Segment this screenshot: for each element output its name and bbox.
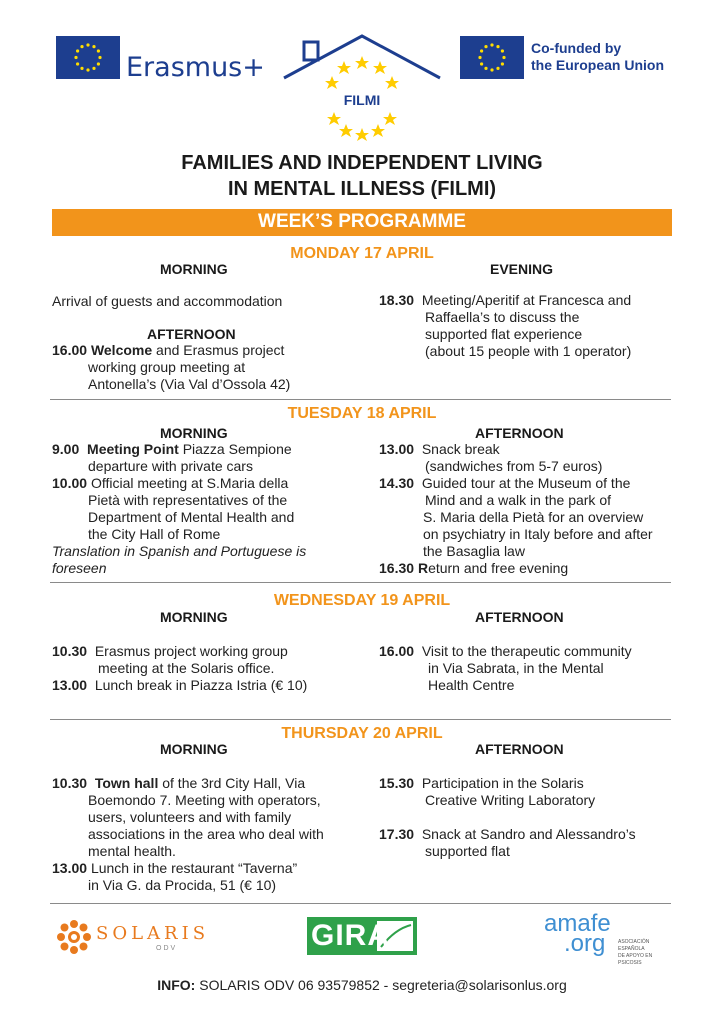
time: 17.30 [379, 826, 415, 842]
evening-l4: (about 15 people with 1 operator) [425, 343, 632, 359]
time: 15.30 [379, 775, 415, 791]
m1-l2: Boemondo 7. Meeting with operators, [88, 792, 321, 808]
tuesday-morning-items [52, 441, 306, 577]
a1-l1: Participation in the Solaris [421, 775, 584, 791]
m2-l3: Department of Mental Health and [88, 509, 295, 525]
time: 14.30 [379, 475, 415, 491]
eu-stars-icon [56, 36, 120, 79]
a1-l1: Snack break [421, 441, 500, 457]
a1-l2: in Via Sabrata, in the Mental [428, 660, 604, 676]
time: 10.00 [52, 475, 88, 491]
amafe-small-l2: DE APOYO EN PSICOSIS [618, 953, 653, 966]
wednesday-afternoon-label: AFTERNOON [475, 609, 564, 625]
time: 16.00 [52, 342, 88, 358]
erasmus-logo-text: Erasmus+ [126, 52, 265, 83]
time: 18.30 [379, 292, 415, 308]
cofunded-label [531, 40, 664, 74]
info-contact: SOLARIS ODV 06 93579852 - segreteria@solarisonlus.org [195, 977, 567, 993]
m2-l4: the City Hall of Rome [88, 526, 221, 542]
divider [50, 719, 671, 720]
amafe-small-text [618, 939, 674, 967]
m1-bold: Meeting Point [87, 441, 179, 457]
wednesday-morning-items [52, 643, 307, 694]
a2-l3: S. Maria della Pietà for an overview [423, 509, 644, 525]
day-tuesday: TUESDAY 18 APRIL [287, 405, 437, 422]
time: 10.30 [52, 643, 88, 659]
solaris-logo [56, 917, 210, 957]
eu-stars-icon [460, 36, 524, 79]
a2-l1: Guided tour at the Museum of the [421, 475, 631, 491]
m2-l2: Pietà with representatives of the [88, 492, 288, 508]
wednesday-afternoon-items [379, 643, 632, 694]
thursday-morning-label: MORNING [160, 741, 228, 757]
evening-l1: Meeting/Aperitif at Francesca and [421, 292, 632, 308]
a3-bold: R [417, 560, 429, 576]
amafe-text-l2: .org [564, 930, 606, 957]
welcome-l3: Antonella’s (Via Val d’Ossola 42) [88, 376, 291, 392]
filmi-logo-text: FILMI [343, 92, 381, 108]
welcome-l2: working group meeting at [88, 359, 246, 375]
m1-l5: mental health. [88, 843, 176, 859]
a2-l5: the Basaglia law [423, 543, 525, 559]
filmi-logo [282, 32, 442, 142]
gira-logo [307, 917, 417, 955]
sun-icon [56, 919, 92, 955]
welcome-rest: and Erasmus project [152, 342, 285, 358]
cofunded-line1: Co-funded by [531, 40, 622, 56]
info-line [0, 977, 724, 993]
title-line2: IN MENTAL ILLNESS (FILMI) [227, 178, 497, 200]
title-line1: FAMILIES AND INDEPENDENT LIVING [181, 152, 543, 174]
tuesday-morning-label: MORNING [160, 425, 228, 441]
solaris-logo-text: SOLARIS [96, 923, 210, 944]
day-monday: MONDAY 17 APRIL [290, 245, 434, 262]
day-wednesday: WEDNESDAY 19 APRIL [273, 592, 451, 609]
m1-l4: associations in the area who deal with [88, 826, 324, 842]
m1-l3: users, volunteers and with family [88, 809, 292, 825]
monday-evening-label: EVENING [490, 261, 554, 277]
divider [50, 903, 671, 904]
page-title [0, 150, 724, 202]
m1-l2: meeting at the Solaris office. [98, 660, 275, 676]
programme-banner: WEEK’S PROGRAMME [52, 209, 672, 236]
time: 13.00 [52, 677, 88, 693]
monday-arrival: Arrival of guests and accommodation [52, 293, 283, 309]
monday-evening-item [379, 292, 631, 360]
tuesday-afternoon-label: AFTERNOON [475, 425, 564, 441]
a1-l2: Creative Writing Laboratory [425, 792, 596, 808]
translation-note-l2: foreseen [52, 560, 107, 576]
day-thursday: THURSDAY 20 APRIL [281, 725, 443, 742]
m1-rest: of the 3rd City Hall, Via [158, 775, 306, 791]
thursday-morning-items [52, 775, 324, 894]
a2-l1: Snack at Sandro and Alessandro’s [421, 826, 636, 842]
m2-l2: in Via G. da Procida, 51 (€ 10) [88, 877, 277, 893]
a2-l4: on psychiatry in Italy before and after [423, 526, 653, 542]
a3-rest: eturn and free evening [428, 560, 569, 576]
thursday-afternoon-items [379, 775, 636, 860]
evening-l2: Raffaella’s to discuss the [425, 309, 580, 325]
tuesday-afternoon-items [379, 441, 653, 577]
amafe-logo [544, 910, 674, 966]
divider [50, 399, 671, 400]
solaris-logo-sub: ODV [156, 945, 178, 952]
a2-l2: Mind and a walk in the park of [425, 492, 611, 508]
eu-flag [460, 36, 524, 79]
time: 16.30 [379, 560, 415, 576]
thursday-afternoon-label: AFTERNOON [475, 741, 564, 757]
info-label: INFO: [157, 977, 196, 993]
cofunded-line2: the European Union [531, 57, 664, 73]
m2-l1: Lunch in the restaurant “Taverna” [90, 860, 298, 876]
translation-note-l1: Translation in Spanish and Portuguese is [52, 543, 307, 559]
time: 16.00 [379, 643, 415, 659]
a1-l2: (sandwiches from 5-7 euros) [425, 458, 603, 474]
time: 13.00 [379, 441, 415, 457]
time: 9.00 [52, 441, 80, 457]
divider [50, 582, 671, 583]
erasmus-eu-flag [56, 36, 120, 79]
a1-l3: Health Centre [428, 677, 515, 693]
m2-l1: Official meeting at S.Maria della [90, 475, 289, 491]
a1-l1: Visit to the therapeutic community [421, 643, 632, 659]
time: 13.00 [52, 860, 88, 876]
time: 10.30 [52, 775, 88, 791]
m1-rest: Piazza Sempione [178, 441, 292, 457]
monday-afternoon-label: AFTERNOON [147, 326, 236, 342]
m1-bold: Town hall [94, 775, 159, 791]
monday-morning-label: MORNING [160, 261, 228, 277]
monday-welcome-item [52, 342, 290, 393]
m1-l2: departure with private cars [88, 458, 253, 474]
wednesday-morning-label: MORNING [160, 609, 228, 625]
evening-l3: supported flat experience [425, 326, 583, 342]
house-star-icon [282, 32, 442, 142]
m2-l1: Lunch break in Piazza Istria (€ 10) [94, 677, 308, 693]
gira-logo-text: GIRA [311, 919, 390, 952]
a2-l2: supported flat [425, 843, 510, 859]
welcome-bold: Welcome [90, 342, 153, 358]
amafe-text-l1: amafe [544, 910, 611, 937]
amafe-small-l1: ASOCIACIÓN ESPAÑOLA [618, 939, 650, 952]
m1-l1: Erasmus project working group [94, 643, 288, 659]
